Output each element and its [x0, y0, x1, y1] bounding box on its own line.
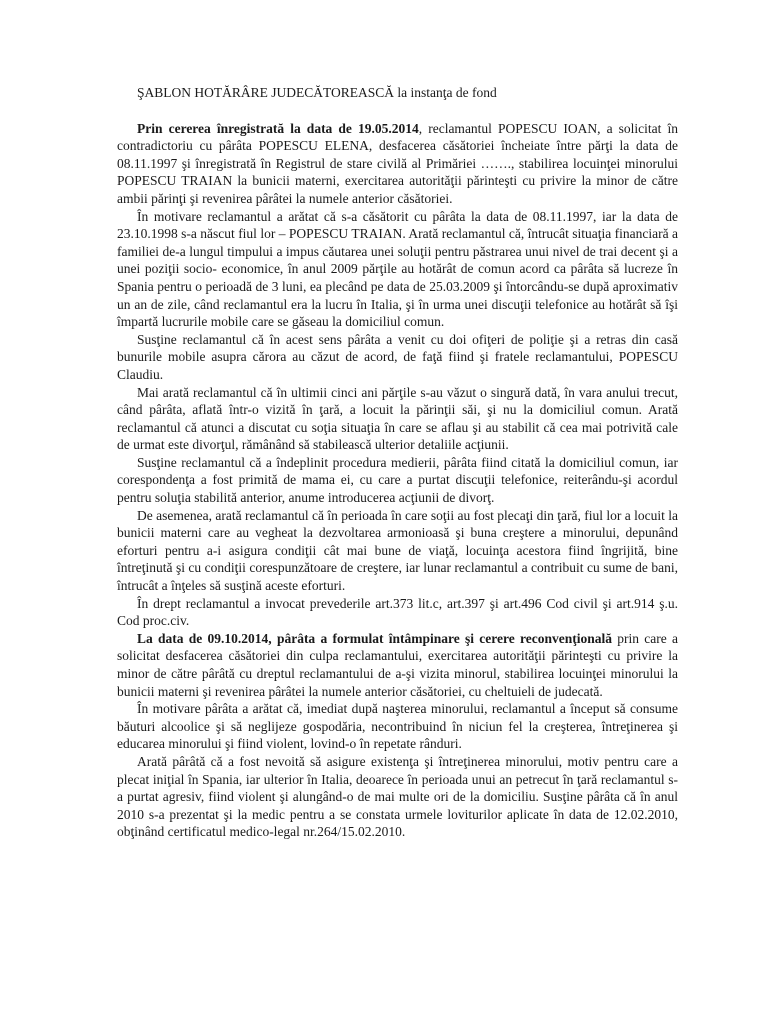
paragraph-5 — [117, 454, 678, 507]
paragraph-1-lead: Prin cererea înregistrată la data de 19.05.2014 — [137, 120, 419, 136]
paragraph-10 — [117, 753, 678, 841]
paragraph-3 — [117, 331, 678, 384]
paragraph-9-text: În motivare pârâta a arătat că, imediat după naşterea minorului, reclamantul a început să consume băuturi alcoolice şi să neglijeze gospodăria, necontribuind în niciun fel la creşterea, întreţinerea şi educarea minorului şi fiind violent, lovind-o în repetate rânduri. — [117, 701, 678, 752]
paragraph-7-text: În drept reclamantul a invocat prevederile art.373 lit.c, art.397 şi art.496 Cod civil şi art.914 ş.u. Cod proc.civ. — [117, 595, 678, 629]
paragraph-4 — [117, 384, 678, 454]
paragraph-1-text: , reclamantul POPESCU IOAN, a solicitat în contradictoriu cu pârâta POPESCU ELENA, desfacerea căsătoriei încheiate între părţi la data de 08.11.1997 şi înregistrată în Registrul de stare civilă al Primăriei ……., stabilirea locuinţei minorului POPESCU TRAIAN la bunicii materni, exercitarea autorităţii părinteşti cu privire la minor de către ambii părinţi şi revenirea pârâtei la numele anterior căsătoriei. — [117, 120, 679, 206]
paragraph-8 — [117, 630, 678, 700]
paragraph-8-lead: La data de 09.10.2014, pârâta a formulat întâmpinare şi cerere reconvenţională — [137, 630, 612, 646]
paragraph-7 — [117, 595, 678, 630]
document-title-rest: la instanţa de fond — [394, 85, 497, 100]
paragraph-3-text: Susţine reclamantul că în acest sens pârâta a venit cu doi ofiţeri de poliţie şi a retras din casă bunurile mobile asupra cărora au căzut de acord, de faţă fiind şi fratele reclamantului, POPESCU Claudiu. — [117, 331, 678, 382]
paragraph-4-text: Mai arată reclamantul că în ultimii cinci ani părţile s-au văzut o singură dată, în vara anului trecut, când pârâta, aflată într-o vizită în ţară, a locuit la părinţii săi, şi nu la domiciliul comun. Arată reclamantul că atunci a discutat cu soţia situaţia în care se aflau şi au stabilit că cea mai potrivită cale de urmat este divorţul, rămânând să stabilească ulterior detaliile acţiunii. — [117, 384, 678, 453]
document-title — [137, 84, 678, 102]
paragraph-10-text: Arată pârâtă că a fost nevoită să asigure existenţa şi întreţinerea minorului, motiv pentru care a plecat iniţial în Spania, iar ulterior în Italia, deoarece în perioada unui an petrecut în ţară reclamantul s-a purtat agresiv, fiind violent şi alungând-o de mai multe ori de la domiciliu. Susţine pârâta că în anul 2010 s-a prezentat şi la medic pentru a se constata urmele loviturilor aplicate în data de 12.02.2010, obţinând certificatul medico-legal nr.264/15.02.2010. — [117, 753, 678, 840]
paragraph-2 — [117, 208, 678, 331]
paragraph-6-text: De asemenea, arată reclamantul că în perioada în care soţii au fost plecaţi din ţară, fiul lor a locuit la bunicii materni care au vegheat la dezvoltarea armonioasă şi buna creştere a minorului, depunând eforturi pentru a-i asigura condiţii cât mai bune de viaţă, locuinţa acestora fiind îngrijită, bine întreţinută şi cu condiţii corespunzătoare de creştere, iar lunar reclamantul a contribuit cu sume de bani, întrucât a înţeles să susţină aceste eforturi. — [117, 507, 678, 594]
paragraph-2-text: În motivare reclamantul a arătat că s-a căsătorit cu pârâta la data de 08.11.1997, iar la data de 23.10.1998 s-a născut fiul lor – POPESCU TRAIAN. Arată reclamantul că, întrucât situaţia financiară a familiei de-a lungul timpului a impus căutarea unei soluţii pentru păstrarea unui nivel de trai decent şi a unei poziţii socio- economice, în anul 2009 părţile au hotărât de comun acord ca pârâta să lucreze în Spania pentru o perioadă de 3 luni, ea plecând pe data de 25.03.2009 şi întorcându-se după aproximativ un an de zile, când reclamantul era la lucru în Italia, şi în urma unei discuţii telefonice au hotărât să îşi împartă lucrurile mobile care se găseau la domiciliul comun. — [117, 208, 678, 330]
paragraph-1 — [117, 120, 678, 208]
paragraph-6 — [117, 507, 678, 595]
document-title-main: ŞABLON HOTĂRÂRE JUDECĂTOREASCĂ — [137, 85, 395, 100]
paragraph-5-text: Susţine reclamantul că a îndeplinit procedura medierii, pârâta fiind citată la domiciliul comun, iar corespondenţa a fost primită de mama ei, cu care a purtat discuţii telefonice, reiterându-şi acordul pentru soluţia stabilită anterior, anume introducerea acţiunii de divorţ. — [117, 454, 678, 506]
paragraph-8-text: prin care a solicitat desfacerea căsătoriei din culpa reclamantului, exercitarea autorităţii părinteşti cu privire la minor de către pârâtă cu dreptul reclamantului de a-şi vizita minorul, stabilirea locuinţei minorului la bunicii materni şi revenirea pârâtei la numele anterior căsătoriei, cu cheltuieli de judecată. — [117, 630, 678, 699]
paragraph-9 — [117, 700, 678, 753]
